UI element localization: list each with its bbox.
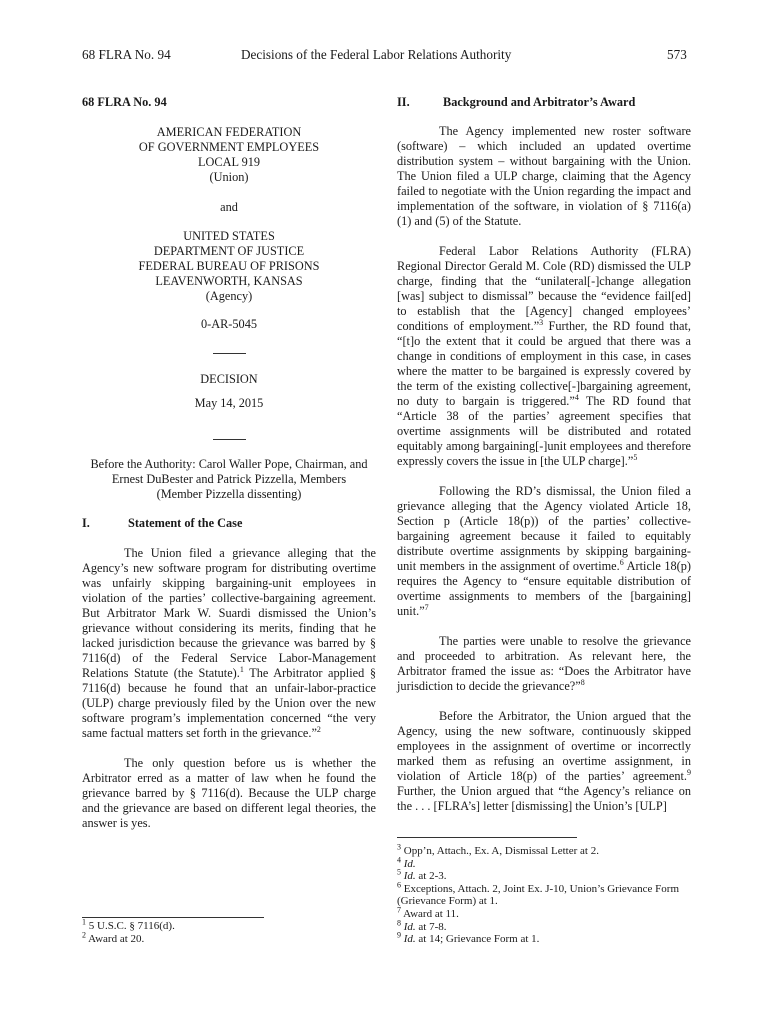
decision-heading: DECISION <box>200 372 258 386</box>
footnote-ref: 9 <box>687 767 691 777</box>
footnote-number: 8 <box>397 917 401 927</box>
section-title: Background and Arbitrator’s Award <box>443 95 636 109</box>
union-party <box>82 125 376 185</box>
footnote-number: 6 <box>397 880 401 890</box>
footnote-text: Award at 20. <box>86 932 145 945</box>
footnote-cite: Id. <box>401 870 416 883</box>
left-footnotes <box>82 917 376 945</box>
text-run: Following the RD’s dismissal, the Union filed a grievance alleging that the Agency violated Article 18, Section p (Article 18(p)) of the parties’ collective-bargaining agreement because it failed to equitably distribute overtime assignments by skipping bargaining-unit members in the assignment of overtime. <box>397 484 691 573</box>
footnote <box>397 842 691 858</box>
footnote-number: 4 <box>397 854 401 864</box>
footnote <box>82 917 376 933</box>
section-number: II. <box>397 95 410 109</box>
footnote-number: 9 <box>397 930 401 940</box>
footnote-ref: 5 <box>633 452 638 462</box>
footnote <box>82 929 376 946</box>
right-footnotes <box>397 837 691 946</box>
text-run: Article 18(p) requires the Agency to “ensure equitable distribution of overtime assignments to members of the [bargaining] unit.” <box>397 559 692 618</box>
footnote <box>397 880 691 908</box>
footnote-ref: 4 <box>574 392 579 402</box>
footnote-ref: 8 <box>580 677 585 687</box>
page-number: 573 <box>667 47 687 62</box>
footnote-cite: Id. <box>401 920 416 933</box>
footnote-ref: 3 <box>539 317 544 327</box>
footnote <box>397 867 691 883</box>
right-column <box>397 95 691 814</box>
text-run: Federal Labor Relations Authority (FLRA) Regional Director Gerald M. Cole (RD) dismissed the ULP charge, finding that the “unilateral[-]change allegation [was] subject to dismissal” because the “evidence fail[ed] to establish that the [Agency] changed employees’ conditions of employment.” <box>397 244 691 333</box>
docket-number: 0-AR-5045 <box>200 317 257 331</box>
section-heading <box>397 95 691 110</box>
footnote-cite: Id. <box>401 857 416 870</box>
agency-line: LEAVENWORTH, KANSAS <box>155 274 303 288</box>
divider <box>213 353 246 354</box>
footnote-number: 5 <box>397 867 401 877</box>
and-separator: and <box>220 200 238 214</box>
agency-line: DEPARTMENT OF JUSTICE <box>153 244 305 258</box>
footnote-number: 7 <box>397 905 401 915</box>
agency-party <box>82 229 376 304</box>
paragraph: The Agency implemented new roster software (software) – which included an updated overtime distribution system – without bargaining with the Union. The Union filed a ULP charge, claiming that the Agency failed to negotiate with the Union regarding the impact and implementation of the software, in violation of § 7116(a)(1) and (5) of the Statute. <box>397 124 691 228</box>
footnote <box>397 930 691 946</box>
footnote-ref: 1 <box>239 664 244 674</box>
footnote-text: at 14; Grievance Form at 1. <box>415 933 540 946</box>
text-run: Before the Arbitrator, the Union argued that the Agency, using the new software, continuously skipped employees in the assignment of overtime or incorrectly marked them as refusing an overtime assignment, in violation of Article 18(p) of the parties’ agreement. <box>397 709 691 783</box>
footnote-number: 1 <box>82 917 86 927</box>
paragraph <box>397 634 691 694</box>
footnote-text: Opp’n, Attach., Ex. A, Dismissal Letter at 2. <box>401 845 599 857</box>
footnote-ref: 6 <box>619 557 624 567</box>
footnote-text: at 2-3. <box>415 870 447 883</box>
text-run: The parties were unable to resolve the grievance and proceeded to arbitration. As relevant here, the Arbitrator framed the issue as: “Does the Arbitrator have jurisdiction to decide the grievance?” <box>397 634 691 693</box>
running-header-title: Decisions of the Federal Labor Relations Authority <box>241 47 512 62</box>
footnote-text: Award at 11. <box>401 907 459 920</box>
paragraph <box>397 484 691 619</box>
footnote-text: Exceptions, Attach. 2, Joint Ex. J-10, Union’s Grievance Form (Grievance Form) at 1. <box>397 882 680 908</box>
text-run: The Arbitrator applied § 7116(d) because he found that an unfair-labor-practice (ULP) charge previously filed by the Union over the new software program’s implementation concerned “the very same factual matters set forth in the grievance.” <box>82 666 377 740</box>
paragraph <box>397 244 691 469</box>
text-run: The Union filed a grievance alleging that the Agency’s new software program for distributing overtime was unfairly skipping bargaining-unit employees in violation of the parties’ collective-bargaining agreement. But Arbitrator Mark W. Suardi dismissed the Union’s grievance without considering its merits, finding that he lacked jurisdiction because the grievance was barred by § 7116(d) of the Federal Service Labor-Management Relations Statute (the Statute). <box>82 546 376 680</box>
decision-date: May 14, 2015 <box>194 396 264 410</box>
panel-members: Before the Authority: Carol Waller Pope, Chairman, and Ernest DuBester and Patrick Pizzella, Members <box>90 457 368 486</box>
union-line: AMERICAN FEDERATION <box>156 125 302 139</box>
footnote-ref: 7 <box>424 602 429 612</box>
dissent-note: (Member Pizzella dissenting) <box>156 487 302 501</box>
footnote <box>397 905 691 921</box>
text-run: The RD found that “Article 38 of the parties’ agreement specifies that overtime assignments will be distributed and rotated equitably among bargaining[-]unit employees and therefore expressly covers the issue in [the ULP charge].” <box>397 394 691 468</box>
left-column <box>82 95 376 831</box>
union-line: OF GOVERNMENT EMPLOYEES <box>138 140 320 154</box>
footnote-number: 3 <box>397 842 401 852</box>
footnote-number: 2 <box>82 929 86 939</box>
paragraph <box>397 709 691 814</box>
union-line: (Union) <box>209 170 249 184</box>
footnote-cite: Id. <box>401 933 416 946</box>
text-run: Further, the Union argued that “the Agency’s reliance on the . . . [FLRA’s] letter [dismissing] the Union’s [ULP] <box>397 784 691 813</box>
agency-line: FEDERAL BUREAU OF PRISONS <box>138 259 320 273</box>
section-number: I. <box>82 516 90 530</box>
union-line: LOCAL 919 <box>197 155 261 169</box>
footnote-rule <box>397 837 577 838</box>
section-heading <box>82 516 376 531</box>
footnote-text: at 7-8. <box>415 920 447 933</box>
footnote <box>397 917 691 934</box>
section-title: Statement of the Case <box>128 516 243 530</box>
text-run: Further, the RD found that, “[t]o the extent that it could be argued that there was a change in conditions of employment in this case, in cases where the matter to be bargained is expressly covered by the term of the existing collective[-]bargaining agreement, no duty to bargain is triggered.” <box>397 319 691 408</box>
paragraph <box>82 546 376 741</box>
divider <box>213 439 246 440</box>
running-header-left: 68 FLRA No. 94 <box>82 47 171 62</box>
footnote <box>397 854 691 871</box>
agency-line: UNITED STATES <box>183 229 275 243</box>
footnote-text: 5 U.S.C. § 7116(d). <box>86 920 175 932</box>
agency-line: (Agency) <box>205 289 253 303</box>
case-number: 68 FLRA No. 94 <box>82 95 167 109</box>
paragraph: The only question before us is whether the Arbitrator erred as a matter of law when he found the grievance barred by § 7116(d). Because the ULP charge and the grievance are based on different legal theories, the answer is yes. <box>82 756 376 830</box>
footnote-rule <box>82 917 264 918</box>
footnote-ref: 2 <box>316 724 321 734</box>
